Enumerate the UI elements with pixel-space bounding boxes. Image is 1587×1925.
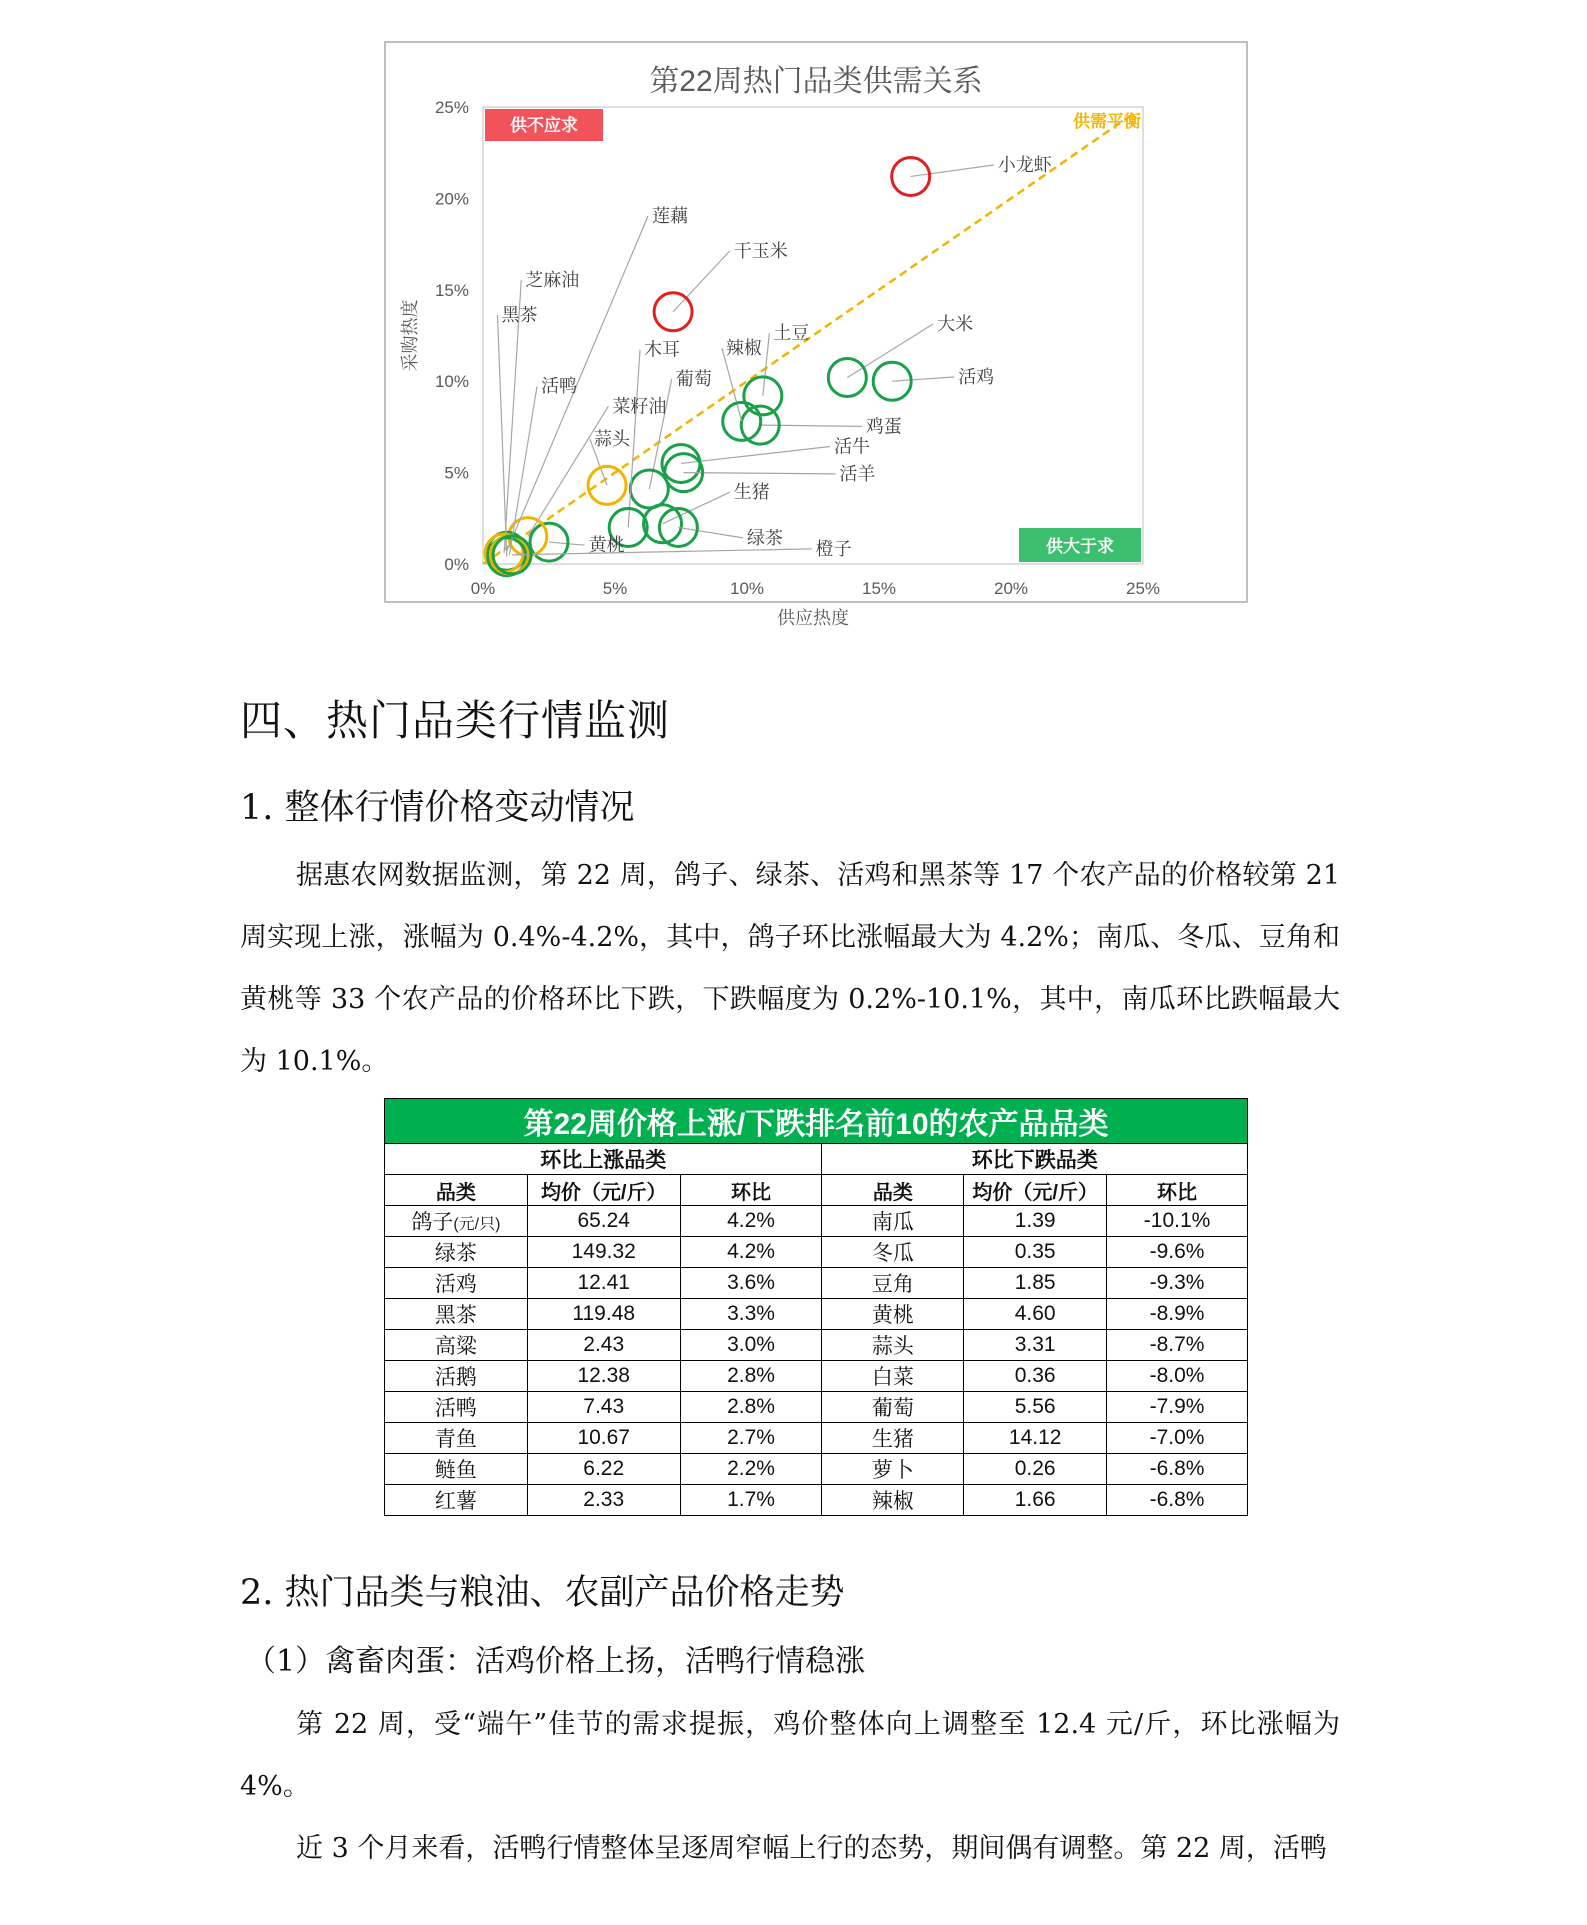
- point-label: 莲藕: [651, 206, 688, 227]
- down-name-cell: [822, 1454, 964, 1485]
- cell-text: -7.9%: [1149, 1395, 1205, 1418]
- paragraph-2: 第 22 周，受“端午”佳节的需求提振，鸡价整体向上调整至 12.4 元/斤，环比涨幅为 4%。: [240, 1709, 1340, 1802]
- point-label: 生猪: [733, 482, 770, 503]
- table-row: [385, 1206, 1248, 1237]
- callout-line: [847, 324, 933, 378]
- balance-line-label: 供需平衡: [1073, 112, 1141, 131]
- cell-text: 黑茶: [434, 1304, 477, 1327]
- up-name-cell: [385, 1392, 528, 1423]
- point-label: 橙子: [815, 538, 852, 559]
- cell-text: 红薯: [434, 1490, 477, 1513]
- table-row: [385, 1268, 1248, 1299]
- cell-text: 12.41: [577, 1271, 630, 1294]
- up-name-cell: [385, 1485, 528, 1516]
- cell-text: 2.7%: [727, 1426, 775, 1449]
- point-label: 辣椒: [725, 337, 762, 358]
- cell-text: 3.3%: [727, 1302, 775, 1325]
- point-label: 芝麻油: [525, 270, 580, 291]
- x-tick-label: 25%: [1125, 579, 1161, 598]
- up-name-cell: [385, 1330, 528, 1361]
- down-price-cell: [964, 1268, 1107, 1299]
- down-change-cell: [1107, 1299, 1248, 1330]
- callout-line: [507, 216, 648, 551]
- up-name-cell: [385, 1361, 528, 1392]
- cell-text: 1.7%: [727, 1488, 775, 1511]
- y-tick-label: 15%: [434, 280, 469, 300]
- point-label: 小龙虾: [997, 154, 1052, 175]
- up-price-cell: [527, 1299, 680, 1330]
- up-change-cell: [680, 1206, 822, 1237]
- cell-text: 4.2%: [727, 1209, 775, 1232]
- point-label: 蒜头: [593, 429, 630, 450]
- up-name-cell: [385, 1206, 528, 1237]
- up-name-cell: [385, 1299, 528, 1330]
- y-axis-label: 采购热度: [400, 299, 420, 372]
- down-name-cell: [822, 1237, 964, 1268]
- table-body: [385, 1206, 1248, 1516]
- callout-line: [497, 315, 506, 557]
- point-label: 菜籽油: [612, 396, 667, 417]
- cell-text: -8.9%: [1149, 1302, 1205, 1325]
- callout-line: [512, 549, 812, 555]
- up-change-cell: [680, 1299, 822, 1330]
- cell-text: 冬瓜: [871, 1242, 914, 1265]
- price-ranking-table: [384, 1098, 1248, 1516]
- paragraph-1: 据惠农网数据监测，第 22 周，鸽子、绿茶、活鸡和黑茶等 17 个农产品的价格较第 21 周实现上涨，涨幅为 0.4%-4.2%，其中，鸽子环比涨幅最大为 4.2%；南瓜、冬瓜、豆角和黄桃等 33 个农产品的价格环比下跌，下跌幅度为 0.2%-10.1%，其中，南瓜环比跌幅最大为 10.1%。: [240, 860, 1340, 1077]
- cell-text: 6.22: [583, 1457, 625, 1480]
- up-price-cell: [527, 1237, 680, 1268]
- cell-text: -7.0%: [1149, 1426, 1205, 1449]
- callout-line: [760, 425, 862, 426]
- unit-note: (元/只): [453, 1216, 501, 1233]
- cell-text: -8.0%: [1149, 1364, 1205, 1387]
- down-name-cell: [822, 1330, 964, 1361]
- down-change-cell: [1107, 1392, 1248, 1423]
- up-name-cell: [385, 1237, 528, 1268]
- cell-text: 白菜: [871, 1366, 914, 1389]
- down-price-cell: [964, 1299, 1107, 1330]
- cell-text: 12.38: [577, 1364, 630, 1387]
- point-label: 黄桃: [588, 535, 625, 556]
- x-axis-label: 供应热度: [777, 608, 849, 628]
- cell-text: 65.24: [577, 1209, 630, 1232]
- up-name-cell: [385, 1268, 528, 1299]
- table-row: [385, 1485, 1248, 1516]
- callout-line: [892, 377, 954, 381]
- cell-text: -6.8%: [1149, 1488, 1205, 1511]
- cell-text: -9.3%: [1149, 1271, 1205, 1294]
- cell-text: 2.8%: [727, 1364, 775, 1387]
- down-change-cell: [1107, 1206, 1248, 1237]
- up-change-cell: [680, 1454, 822, 1485]
- chart-svg: [386, 43, 1246, 628]
- point-label: 黑茶: [501, 304, 538, 325]
- down-change-cell: [1107, 1268, 1248, 1299]
- up-change-cell: [680, 1423, 822, 1454]
- up-name-cell: [385, 1423, 528, 1454]
- subheading-2: 2. 热门品类与粮油、农副产品价格走势: [240, 1573, 845, 1613]
- cell-text: 活鹅: [434, 1366, 477, 1389]
- table-row: [385, 1361, 1248, 1392]
- col-change-header: 环比: [680, 1175, 822, 1206]
- table-row: [385, 1423, 1248, 1454]
- col-name-header: 品类: [385, 1175, 528, 1206]
- cell-text: 5.56: [1014, 1395, 1056, 1418]
- cell-text: 2.33: [583, 1488, 625, 1511]
- paragraph-3: 近 3 个月来看，活鸭行情整体呈逐周窄幅上行的态势，期间偶有调整。第 22 周，活鸭: [296, 1833, 1327, 1864]
- up-change-cell: [680, 1330, 822, 1361]
- down-name-cell: [822, 1268, 964, 1299]
- y-tick-label: 20%: [434, 189, 469, 209]
- cell-text: 0.36: [1014, 1364, 1056, 1387]
- up-change-cell: [680, 1237, 822, 1268]
- cell-text: 青鱼: [434, 1428, 477, 1451]
- cell-text: -6.8%: [1149, 1457, 1205, 1480]
- cell-text: 高粱: [434, 1335, 477, 1358]
- data-point: [654, 293, 692, 331]
- down-change-cell: [1107, 1361, 1248, 1392]
- up-price-cell: [527, 1330, 680, 1361]
- x-tick-label: 0%: [470, 579, 496, 598]
- x-tick-label: 20%: [993, 579, 1029, 598]
- up-name-cell: [385, 1454, 528, 1485]
- x-tick-label: 10%: [729, 579, 765, 598]
- up-price-cell: [527, 1268, 680, 1299]
- down-price-cell: [964, 1423, 1107, 1454]
- point-label: 活鸡: [958, 367, 995, 388]
- y-tick-label: 10%: [434, 372, 469, 392]
- point-label: 葡萄: [675, 368, 712, 389]
- cell-text: 4.2%: [727, 1240, 775, 1263]
- x-tick-label: 5%: [602, 579, 628, 598]
- down-name-cell: [822, 1206, 964, 1237]
- up-price-cell: [527, 1485, 680, 1516]
- col-price-header: 均价（元/斤）: [527, 1175, 680, 1206]
- cell-text: 萝卜: [871, 1459, 914, 1482]
- up-change-cell: [680, 1268, 822, 1299]
- cell-text: 2.8%: [727, 1395, 775, 1418]
- cell-text: 2.2%: [727, 1457, 775, 1480]
- point-label: 绿茶: [747, 527, 783, 548]
- cell-text: 1.39: [1014, 1209, 1056, 1232]
- up-price-cell: [527, 1392, 680, 1423]
- down-price-cell: [964, 1392, 1107, 1423]
- cell-text: -9.6%: [1149, 1240, 1205, 1263]
- up-price-cell: [527, 1206, 680, 1237]
- down-price-cell: [964, 1485, 1107, 1516]
- down-name-cell: [822, 1423, 964, 1454]
- callout-line: [678, 527, 743, 537]
- up-group-header: 环比上涨品类: [385, 1144, 822, 1175]
- table-row: [385, 1392, 1248, 1423]
- y-tick-label: 5%: [444, 463, 469, 483]
- y-tick-label: 0%: [444, 555, 469, 574]
- down-change-cell: [1107, 1485, 1248, 1516]
- cell-text: 4.60: [1014, 1302, 1056, 1325]
- cell-text: 1.85: [1014, 1271, 1056, 1294]
- supply-demand-chart: [384, 41, 1248, 628]
- table-row: [385, 1454, 1248, 1485]
- y-tick-label: 25%: [434, 98, 469, 117]
- down-name-cell: [822, 1392, 964, 1423]
- down-name-cell: [822, 1485, 964, 1516]
- cell-text: 活鸡: [434, 1273, 477, 1296]
- callout-line: [673, 251, 730, 312]
- down-change-cell: [1107, 1423, 1248, 1454]
- up-price-cell: [527, 1423, 680, 1454]
- cell-text: 2.43: [583, 1333, 625, 1356]
- table-row: [385, 1299, 1248, 1330]
- down-price-cell: [964, 1206, 1107, 1237]
- up-price-cell: [527, 1361, 680, 1392]
- section-heading: 四、热门品类行情监测: [240, 696, 671, 745]
- callout-line: [681, 446, 830, 463]
- cell-text: 7.43: [583, 1395, 625, 1418]
- point-label: 活鸭: [541, 376, 578, 397]
- cell-text: 119.48: [572, 1302, 636, 1325]
- down-name-cell: [822, 1361, 964, 1392]
- cell-text: 辣椒: [871, 1490, 914, 1513]
- cell-text: 149.32: [571, 1240, 636, 1263]
- cell-text: -8.7%: [1149, 1333, 1205, 1356]
- down-price-cell: [964, 1361, 1107, 1392]
- table-row: [385, 1237, 1248, 1268]
- cell-text: 3.0%: [727, 1333, 775, 1356]
- cell-text: 鸽子: [411, 1211, 454, 1234]
- up-change-cell: [680, 1392, 822, 1423]
- cell-text: 蒜头: [871, 1335, 914, 1358]
- point-label: 活羊: [839, 463, 876, 484]
- col-change-header: 环比: [1107, 1175, 1248, 1206]
- up-change-cell: [680, 1361, 822, 1392]
- down-price-cell: [964, 1454, 1107, 1485]
- col-price-header: 均价（元/斤）: [964, 1175, 1107, 1206]
- point-label: 木耳: [644, 339, 681, 360]
- subheading-2-1: （1）禽畜肉蛋：活鸡价格上扬，活鸭行情稳涨: [246, 1644, 866, 1679]
- down-name-cell: [822, 1299, 964, 1330]
- oversupply-zone-label: 供大于求: [1046, 537, 1114, 556]
- chart-title: 第22周热门品类供需关系: [649, 65, 983, 98]
- down-price-cell: [964, 1237, 1107, 1268]
- cell-text: 14.12: [1008, 1426, 1062, 1449]
- subheading-1: 1. 整体行情价格变动情况: [240, 788, 635, 828]
- point-label: 鸡蛋: [865, 416, 902, 437]
- down-change-cell: [1107, 1454, 1248, 1485]
- point-label: 土豆: [773, 323, 810, 344]
- down-change-cell: [1107, 1330, 1248, 1361]
- point-label: 活牛: [834, 436, 871, 457]
- table-title: 第22周价格上涨/下跌排名前10的农产品品类: [385, 1099, 1248, 1144]
- cell-text: 10.67: [577, 1426, 630, 1449]
- cell-text: 生猪: [871, 1428, 914, 1451]
- down-price-cell: [964, 1330, 1107, 1361]
- cell-text: 3.31: [1014, 1333, 1056, 1356]
- cell-text: 活鸭: [434, 1397, 477, 1420]
- cell-text: 豆角: [871, 1273, 914, 1296]
- cell-text: -10.1%: [1143, 1209, 1211, 1232]
- down-group-header: 环比下跌品类: [822, 1144, 1248, 1175]
- cell-text: 葡萄: [871, 1397, 914, 1420]
- cell-text: 0.35: [1014, 1240, 1056, 1263]
- cell-text: 3.6%: [727, 1271, 775, 1294]
- data-point: [588, 466, 626, 504]
- callout-line: [763, 333, 770, 396]
- callout-line: [684, 473, 836, 474]
- point-label: 大米: [937, 314, 974, 335]
- cell-text: 南瓜: [871, 1211, 914, 1234]
- undersupply-zone-label: 供不应求: [510, 116, 578, 135]
- x-tick-label: 15%: [861, 579, 897, 598]
- up-change-cell: [680, 1485, 822, 1516]
- col-name-header: 品类: [822, 1175, 964, 1206]
- cell-text: 黄桃: [871, 1304, 914, 1327]
- cell-text: 绿茶: [434, 1242, 477, 1265]
- up-price-cell: [527, 1454, 680, 1485]
- point-label: 干玉米: [733, 240, 788, 261]
- table-row: [385, 1330, 1248, 1361]
- down-change-cell: [1107, 1237, 1248, 1268]
- cell-text: 鲢鱼: [434, 1459, 477, 1482]
- cell-text: 0.26: [1014, 1457, 1056, 1480]
- cell-text: 1.66: [1014, 1488, 1056, 1511]
- callout-line: [911, 165, 994, 176]
